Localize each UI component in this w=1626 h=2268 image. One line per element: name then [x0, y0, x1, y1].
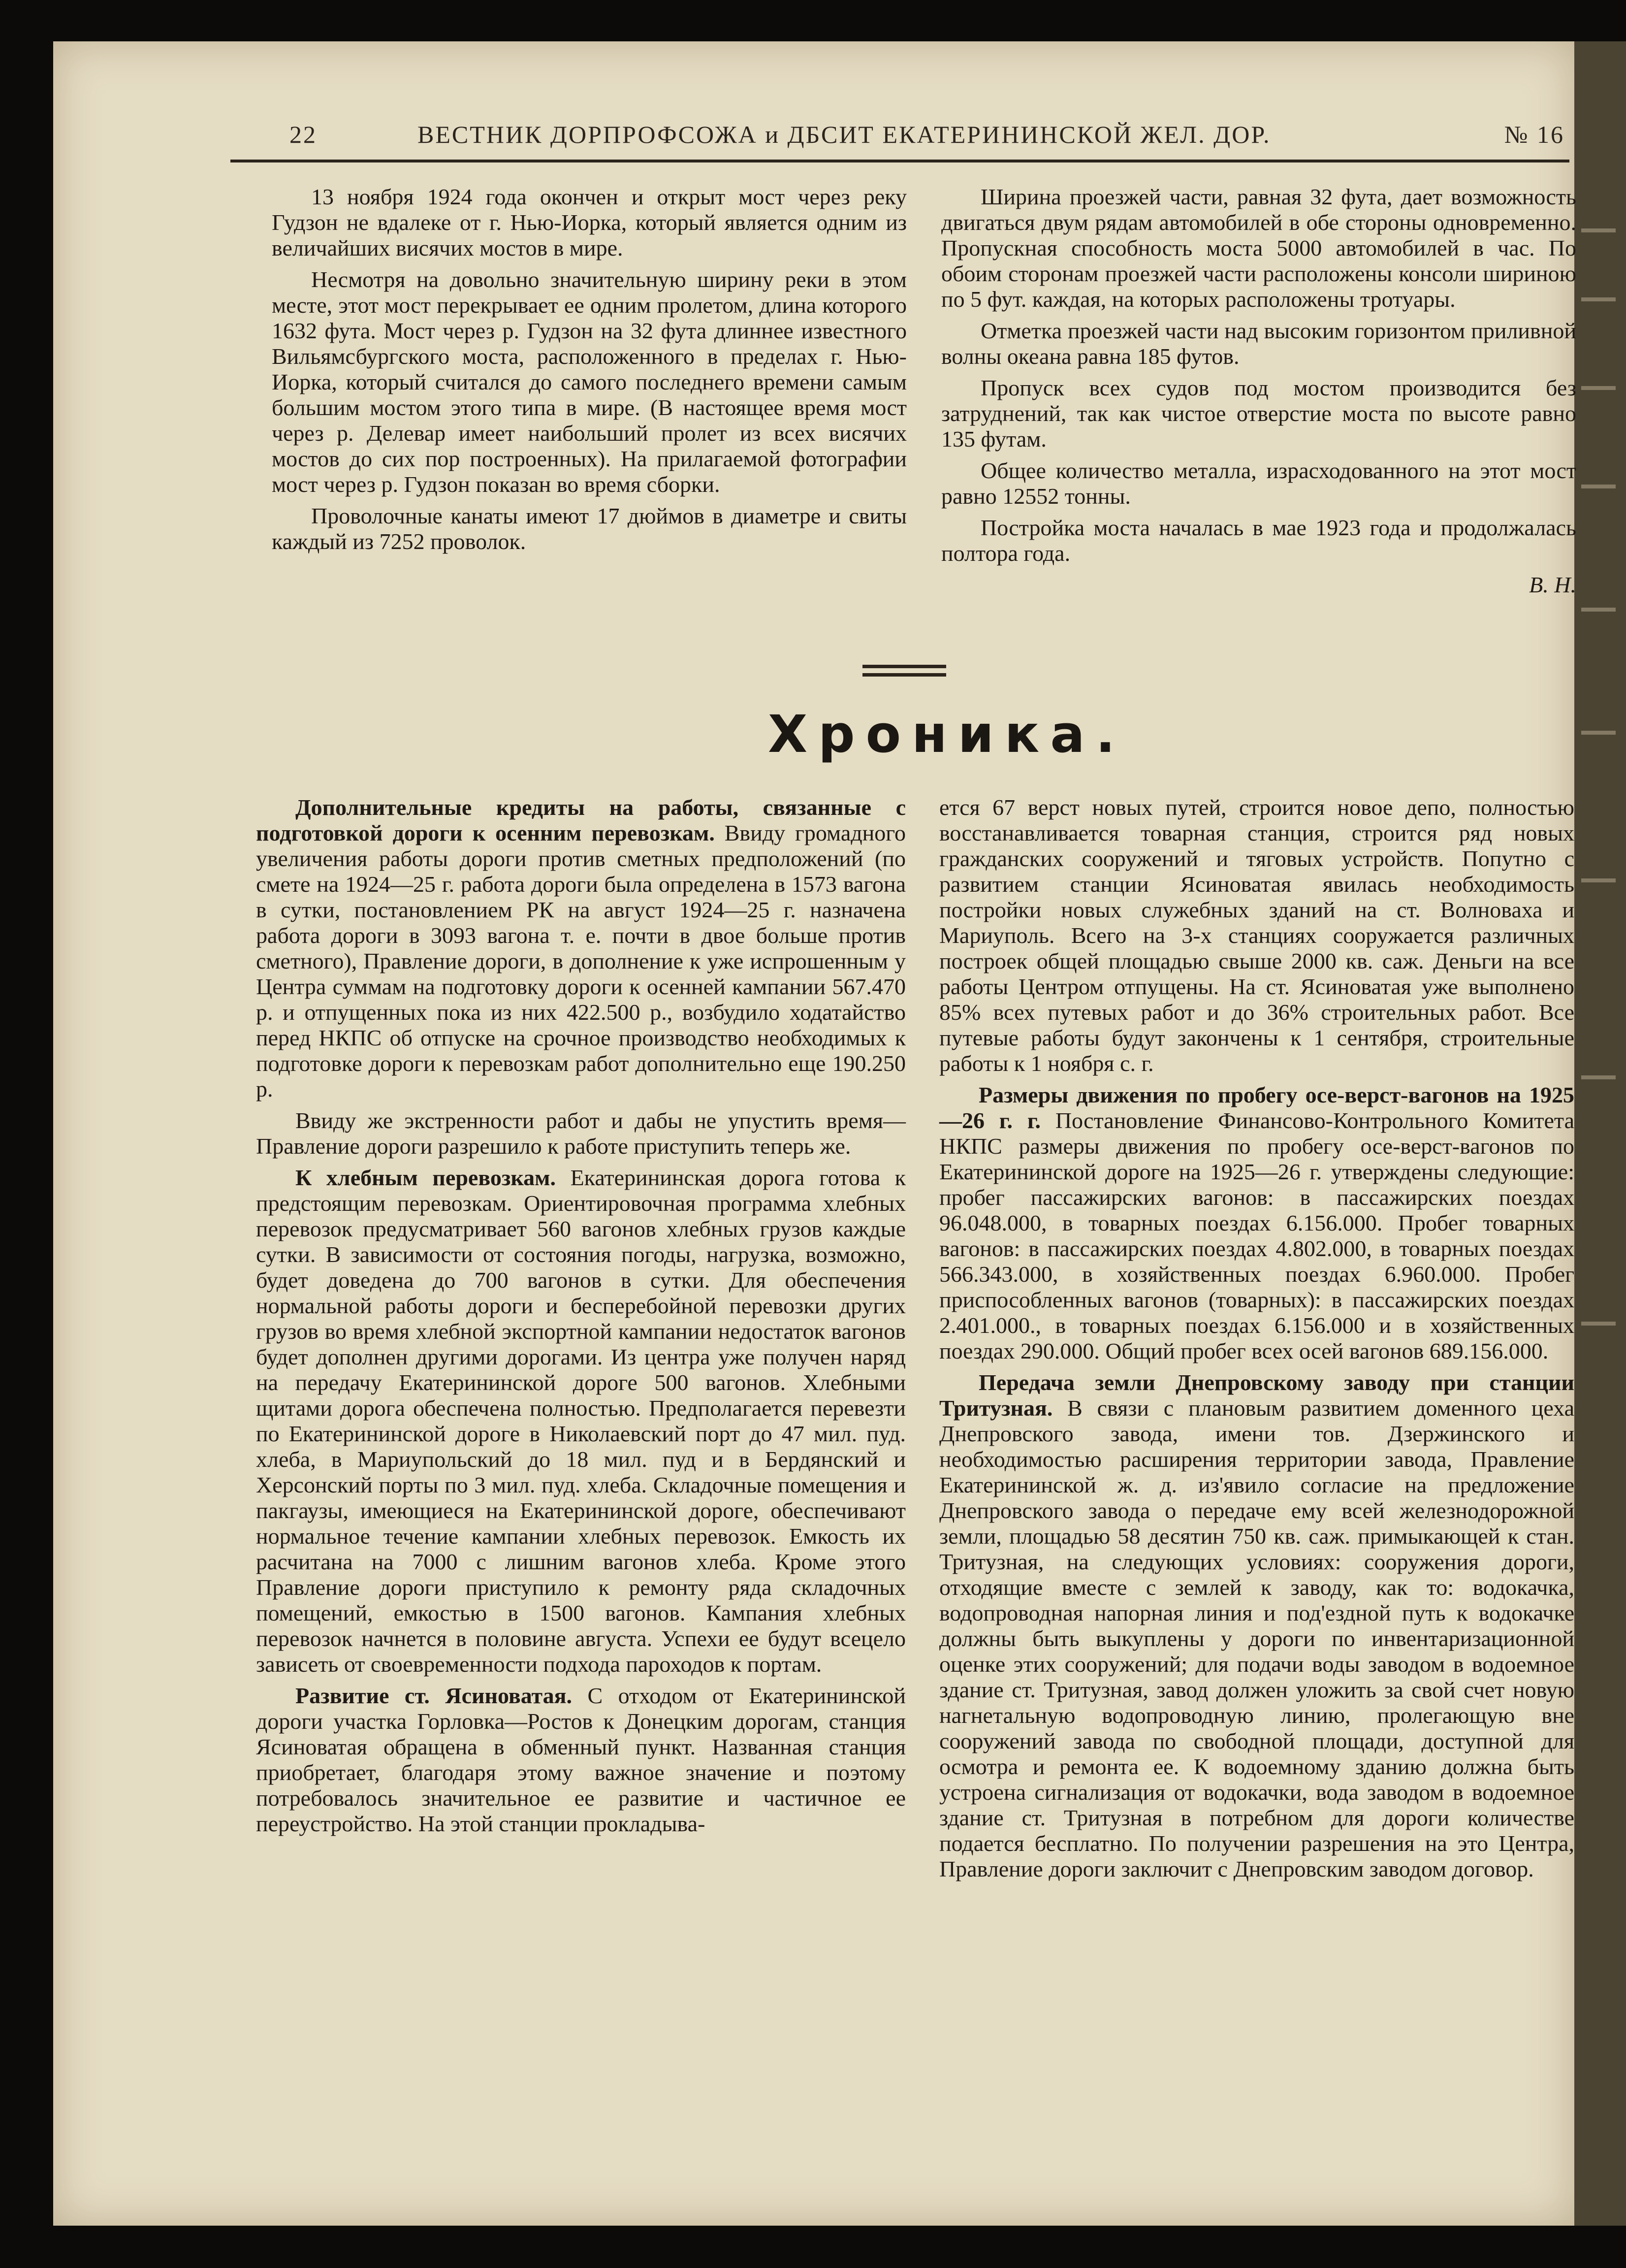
- chronicle-item-text: Ввиду же экстренности работ и дабы не упустить время—Правление дороги разрешило к работе приступить теперь же.: [256, 1108, 906, 1159]
- chronicle-item-heading: Размеры движения по пробегу осе-верст-вагонов на 1925—26 г. г.: [939, 1082, 1574, 1133]
- chronicle-item: [256, 795, 906, 1102]
- page-number: 22: [289, 121, 317, 148]
- chronicle-item: [256, 1165, 906, 1677]
- paragraph: Отметка проезжей части над высоким горизонтом приливной волны океана равна 185 футов.: [941, 318, 1576, 369]
- chronicle-item: [939, 1370, 1574, 1882]
- chronicle-left-column: [256, 795, 906, 1843]
- chronicle-title: Хроника.: [768, 704, 1126, 764]
- paragraph: 13 ноября 1924 года окончен и открыт мост через реку Гудзон не вдалеке от г. Нью-Иорка, который является одним из величайших висячих мостов в мире.: [272, 184, 907, 260]
- chronicle-item: [256, 1108, 906, 1159]
- chronicle-item-text: С отходом от Екатерининской дороги участка Горловка—Ростов к Донецким дорогам, станция Ясиноватая обращена в обменный пункт. Названная станция приобретает, благодаря этому важное значение и поэтому потребовалось значительное ее развитие и частичное ее переустройство. На этой станции прокладыва-: [256, 1683, 906, 1836]
- chronicle-item-text: Постановление Финансово-Контрольного Комитета НКПС размеры движения по пробегу осе-верст-вагонов по Екатерининской дороге на 1925—26 г. утверждены следующие: пробег пассажирских вагонов: в пассажирских поездах 96.048.000, в товарных поездах 6.156.000. Пробег товарных вагонов: в пассажирских поездах 4.802.000, в товарных поездах 566.343.000, в хозяйственных поездах 6.960.000. Пробег приспособленных вагонов (товарных): в пассажирских поездах 2.401.000., в товарных поездах 6.156.000 и в хозяйственных поездах 290.000. Общий пробег всех осей вагонов 689.156.000.: [939, 1108, 1574, 1363]
- chronicle-item-heading: Развитие ст. Ясиноватая.: [295, 1683, 573, 1708]
- chronicle-item-heading: Передача земли Днепровскому заводу при станции Тритузная.: [939, 1370, 1574, 1421]
- issue-number: № 16: [1504, 121, 1564, 148]
- chronicle-item-text: В связи с плановым развитием доменного цеха Днепровского завода, имени тов. Дзержинского и необходимостью расширения территории завода, Правление Екатерининской ж. д. из'явило согласие на предложение Днепровского завода о передаче ему всей железнодорожной земли, площадью 58 десятин 750 кв. саж. примыкающей к стан. Тритузная, на следующих условиях: сооружения дороги, отходящие вместе с землей к заводу, как то: водокачка, водопроводная напорная линия и под'ездной путь к водокачке должны быть выкуплены у дороги по инвентаризационной оценке этих сооружений; для подачи воды заводом в водоемное здание ст. Тритузная, завод должен уложить за свой счет новую нагнетальную водопроводную линию, пролегающую вне сооружений завода по свободной площади, доступной для осмотра и ремонта ее. К водоемному зданию должна быть устроена сигнализация от водокачки, вода заводом в водоемное здание ст. Тритузная в потребном для дороги количестве подается бесплатно. По получении разрешения на это Центра, Правление дороги заключит с Днепровским заводом договор.: [939, 1395, 1574, 1881]
- chronicle-item-heading: К хлебным перевозкам.: [295, 1165, 556, 1190]
- chronicle-item: [939, 795, 1574, 1076]
- journal-title: ВЕСТНИК ДОРПРОФСОЖА и ДБСИТ ЕКАТЕРИНИНСКОЙ ЖЕЛ. ДОР.: [417, 121, 1271, 148]
- bridge-article-left-column: [272, 184, 907, 560]
- paragraph: Пропуск всех судов под мостом производится без затруднений, так как чистое отверстие моста по высоте равно 135 футам.: [941, 375, 1576, 452]
- chronicle-item-heading: Дополнительные кредиты на работы, связанные с подготовкой дороги к осенним перевозкам.: [256, 795, 906, 845]
- chronicle-item-text: ется 67 верст новых путей, строится новое депо, полностью восстанавливается товарная станция, строится ряд новых гражданских сооружений и тяговых устройств. Попутно с развитием станции Ясиноватая явилась необходимость постройки новых служебных зданий на ст. Волноваха и Мариуполь. Всего на 3-х станциях сооружается различных построек общей площадью свыше 2000 кв. саж. Деньги на все работы Центром отпущены. На ст. Ясиноватая уже выполнено 85% всех путевых работ и до 36% строительных работ. Все путевые работы будут закончены к 1 сентября, строительные работы к 1 ноября с. г.: [939, 795, 1574, 1076]
- chronicle-item: [939, 1082, 1574, 1364]
- chronicle-item: [256, 1683, 906, 1837]
- adjacent-page-edge: [1574, 41, 1626, 2226]
- paragraph: Постройка моста началась в мае 1923 года и продолжалась полтора года.: [941, 515, 1576, 566]
- chronicle-right-column: [939, 795, 1574, 1888]
- paragraph: Ширина проезжей части, равная 32 фута, дает возможность двигаться двум рядам автомобилей в обе стороны одновременно. Пропускная способность моста 5000 автомобилей в час. По обоим сторонам проезжей части расположены консоли шириною по 5 фут. каждая, на которых расположены тротуары.: [941, 184, 1576, 312]
- section-divider: [862, 665, 946, 680]
- author-signature: В. Н.: [1529, 572, 1576, 597]
- chronicle-item-text: Екатерининская дорога готова к предстоящим перевозкам. Ориентировочная программа хлебных перевозок предусматривает 560 вагонов хлебных грузов каждые сутки. В зависимости от состояния погоды, нагрузка, возможно, будет доведена до 700 вагонов в сутки. Для обеспечения нормальной работы дороги и бесперебойной перевозки других грузов во время хлебной экспортной кампании недостаток вагонов будет дополнен другими дорогами. Из центра уже получен наряд на передачу Екатерининской дороге 500 вагонов. Хлебными щитами дорога обеспечена полностью. Предполагается перевезти по Екатерининской дороге в Николаевский порт до 47 мил. пуд. хлеба, в Мариупольский до 18 мил. пуд и в Бердянский и Херсонский порты по 3 мил. пуд. хлеба. Складочные помещения и пакгаузы, имеющиеся на Екатерининской дороге, обеспечивают нормальное течение кампании хлебных перевозок. Емкость их расчитана на 7000 с лишним вагонов хлеба. Кроме этого Правление дороги приступило к ремонту ряда складочных помещений, емкостью в 1500 вагонов. Кампания хлебных перевозок начнется в половине августа. Успехи ее будут всецело зависеть от своевременности подхода пароходов к портам.: [256, 1165, 906, 1677]
- paragraph: Проволочные канаты имеют 17 дюймов в диаметре и свиты каждый из 7252 проволок.: [272, 503, 907, 554]
- bridge-article-right-column: [941, 184, 1576, 604]
- running-header: [230, 120, 1569, 162]
- paragraph: Общее количество металла, израсходованного на этот мост равно 12552 тонны.: [941, 458, 1576, 509]
- chronicle-item-text: Ввиду громадного увеличения работы дороги против сметных предположений (по смете на 1924—25 г. работа дороги была определена в 1573 вагона в сутки, постановлением РК на август 1924—25 г. назначена работа дороги в 3093 вагона т. е. почти в двое больше против сметного), Правление дороги, в дополнение к уже испрошенным у Центра суммам на подготовку дороги к осенней кампании 567.470 р. и отпущенных пока из них 422.500 р., возбудило ходатайство перед НКПС об отпуске на срочное производство необходимых к подготовке дороги к перевозкам работ дополнительно еще 190.250 р.: [256, 820, 906, 1102]
- paragraph: Несмотря на довольно значительную ширину реки в этом месте, этот мост перекрывает ее одним пролетом, длина которого 1632 фута. Мост через р. Гудзон на 32 фута длиннее известного Вильямсбургского моста, расположенного в пределах г. Нью-Иорка, который считался до самого последнего времени самым большим мостом этого типа в мире. (В настоящее время мост через р. Делевар имеет наибольший пролет из всех висячих мостов до сих пор построенных). На прилагаемой фотографии мост через р. Гудзон показан во время сборки.: [272, 267, 907, 497]
